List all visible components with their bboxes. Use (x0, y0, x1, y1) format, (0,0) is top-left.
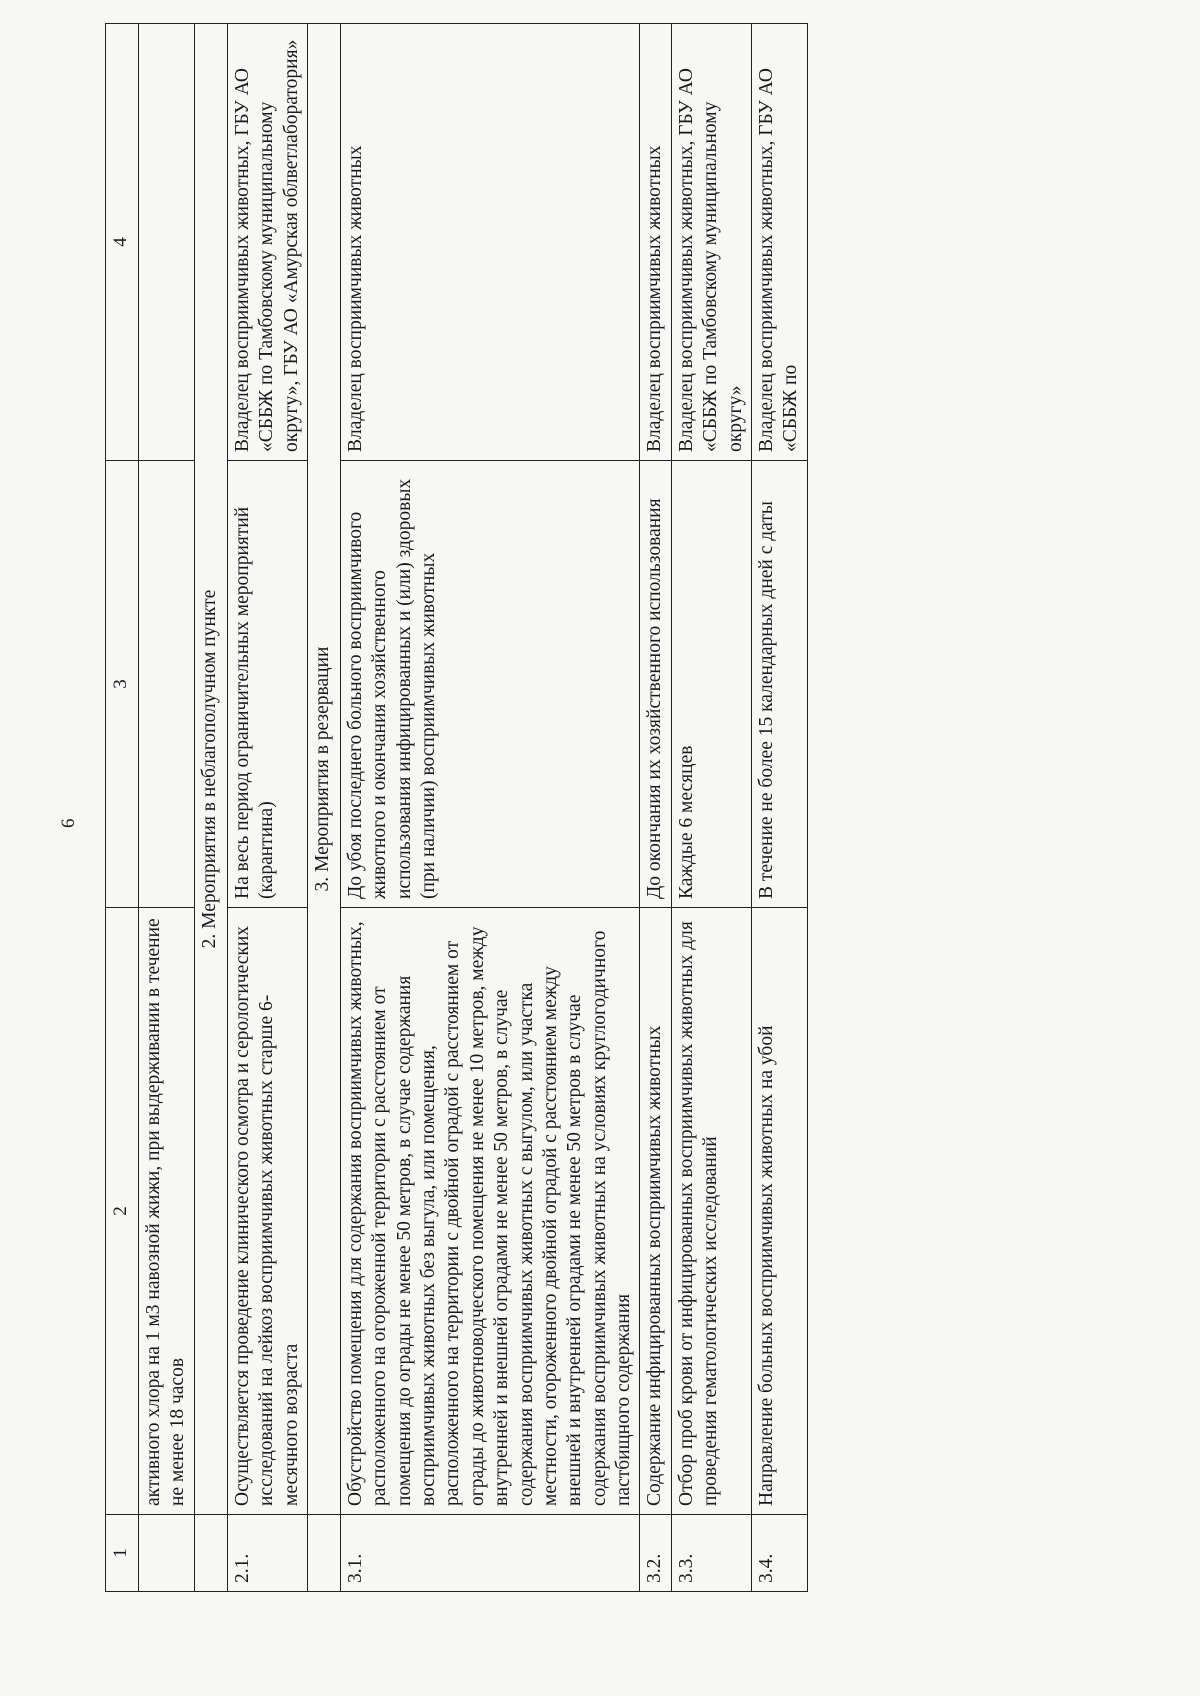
row-measure: активного хлора на 1 м3 навозной жижи, при выдерживании в течение не менее 18 часов (139, 908, 195, 1515)
table-row (671, 24, 751, 1592)
row-number: 3.1. (340, 1515, 640, 1592)
rotated-page-content (105, 39, 1105, 1592)
row-measure: Обустройство помещения для содержания восприимчивых животных, расположенного на огороженной территории с расстоянием от помещения до ограды не менее 50 метров, в случае содержания восприимчивых животных без выгула, или помещения, расположенного на территории с двойной оградой с расстоянием от ограды до животноводческого помещения не менее 10 метров, между внутренней и внешней оградами не менее 50 метров, в случае содержания восприимчивых животных с выгулом, или участка местности, огороженного двойной оградой с расстоянием между внешней и внутренней оградами не менее 50 метров в случае содержания восприимчивых животных на условиях круглогодичного пастбищного содержания (340, 908, 640, 1515)
header-col-2: 2 (106, 908, 139, 1515)
row-number: 2.1. (227, 1515, 307, 1592)
table-header-row (106, 24, 139, 1592)
row-number (139, 1515, 195, 1592)
header-col-1: 1 (106, 1515, 139, 1592)
page-number: 6 (58, 818, 79, 828)
row-responsible: Владелец восприимчивых животных, ГБУ АО «СББЖ по (751, 24, 807, 461)
section-2-title: 2. Мероприятия в неблагополучном пункте (194, 24, 227, 1515)
row-responsible (139, 24, 195, 461)
measures-table (105, 23, 808, 1592)
table-row (340, 24, 640, 1592)
row-term: В течение не более 15 календарных дней с даты (751, 461, 807, 908)
row-term: До убоя последнего больного восприимчивого животного и окончания хозяйственного использования инфицированных и (или) здоровых (при наличии) восприимчивых животных (340, 461, 640, 908)
table-row (227, 24, 307, 1592)
row-term: Каждые 6 месяцев (671, 461, 751, 908)
row-measure: Осуществляется проведение клинического осмотра и серологических исследований на лейкоз восприимчивых животных старше 6-месячного возраста (227, 908, 307, 1515)
section-3-heading-row (307, 24, 340, 1592)
row-responsible: Владелец восприимчивых животных (640, 24, 671, 461)
row-measure: Содержание инфицированных восприимчивых животных (640, 908, 671, 1515)
table-row (640, 24, 671, 1592)
row-number: 3.3. (671, 1515, 751, 1592)
row-number: 3.2. (640, 1515, 671, 1592)
table-row (751, 24, 807, 1592)
row-responsible: Владелец восприимчивых животных (340, 24, 640, 461)
header-col-3: 3 (106, 461, 139, 908)
row-term (139, 461, 195, 908)
row-measure: Направление больных восприимчивых животных на убой (751, 908, 807, 1515)
section-3-title: 3. Мероприятия в резервации (307, 24, 340, 1515)
row-term: На весь период ограничительных мероприятий (карантина) (227, 461, 307, 908)
row-term: До окончания их хозяйственного использования (640, 461, 671, 908)
header-col-4: 4 (106, 24, 139, 461)
row-responsible: Владелец восприимчивых животных, ГБУ АО «СББЖ по Тамбовскому муниципальному округу» (671, 24, 751, 461)
row-measure: Отбор проб крови от инфицированных восприимчивых животных для проведения гематологических исследований (671, 908, 751, 1515)
row-number: 3.4. (751, 1515, 807, 1592)
table-row-continuation (139, 24, 195, 1592)
row-responsible: Владелец восприимчивых животных, ГБУ АО «СББЖ по Тамбовскому муниципальному округу», ГБУ АО «Амурская облветлаборатория» (227, 24, 307, 461)
section-2-heading-row (194, 24, 227, 1592)
